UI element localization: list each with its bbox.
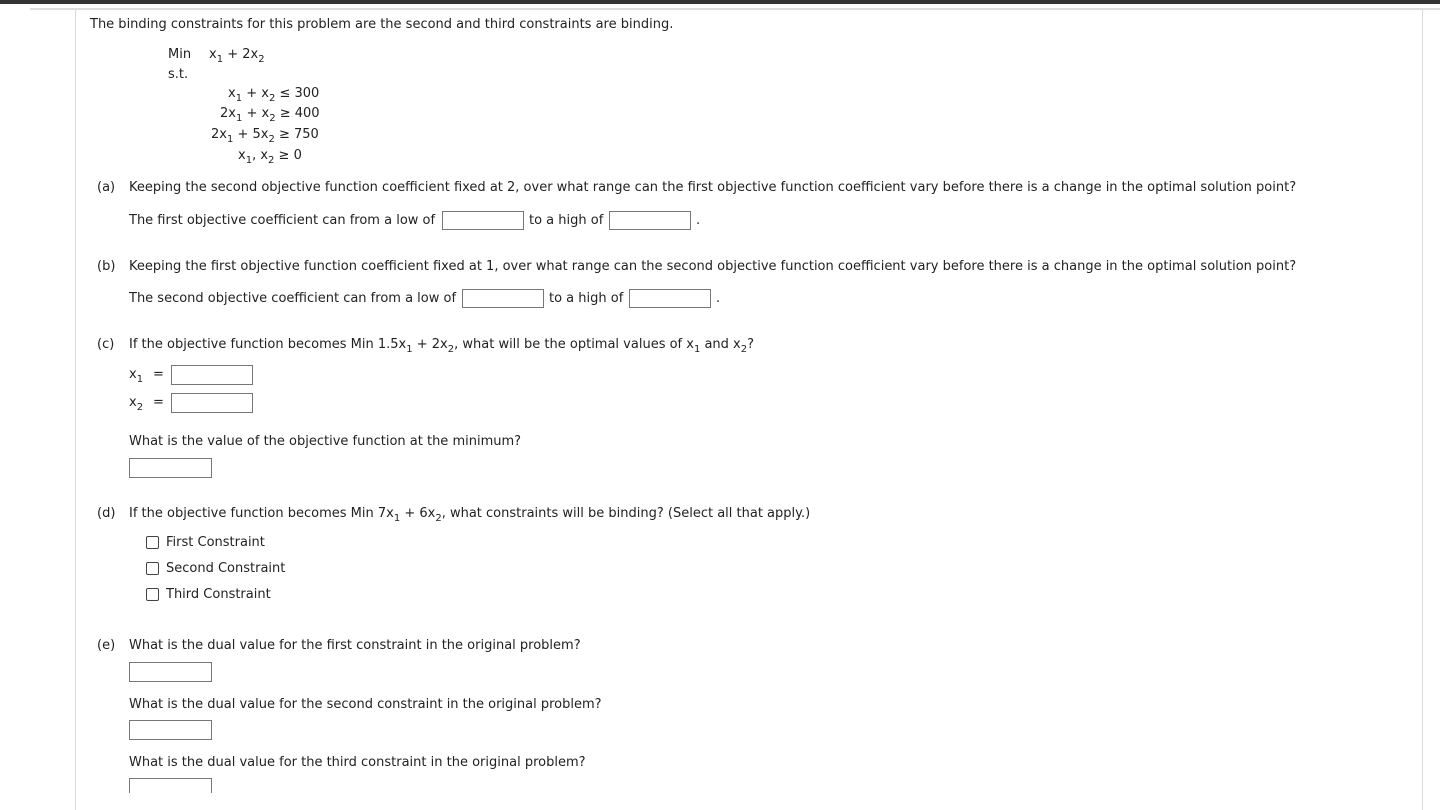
dual-value-1-input[interactable]: [129, 662, 212, 682]
x2-equals: =: [153, 395, 164, 410]
objective-value-question: What is the value of the objective function at the minimum?: [129, 434, 522, 449]
x1-input[interactable]: [171, 365, 253, 385]
part-d-label: (d): [97, 506, 116, 521]
part-b-answer-end: .: [716, 291, 721, 306]
min-label: Min: [168, 47, 192, 62]
objective-function: $x_1 + 2x_2$: [209, 47, 265, 65]
dual-value-2-input[interactable]: [129, 720, 212, 740]
part-a-answer-mid: to a high of: [529, 213, 604, 228]
second-constraint-label[interactable]: Second Constraint: [166, 561, 286, 576]
x1-label: $x_1$: [129, 367, 144, 385]
part-b-high-input[interactable]: [629, 289, 711, 308]
objective-value-input[interactable]: [129, 458, 212, 478]
part-a-question: Keeping the second objective function coefficient fixed at 2, over what range can the first objective function coefficient vary before there is a change in the optimal solution point?: [129, 180, 1297, 195]
part-a-answer-prefix: The first objective coefficient can from a low of: [129, 213, 436, 228]
st-label: s.t.: [168, 67, 189, 82]
nonnegativity-constraint: $x_1$, $x_2 \ge 0$: [238, 148, 302, 166]
dual-value-3-input[interactable]: [129, 778, 212, 793]
constraint-3: $2x_1 + 5x_2 \ge 750$: [211, 127, 319, 145]
part-c-label: (c): [97, 337, 115, 352]
part-a-low-input[interactable]: [442, 211, 524, 230]
third-constraint-label[interactable]: Third Constraint: [166, 587, 271, 602]
x2-input[interactable]: [171, 393, 253, 413]
part-e-label: (e): [97, 638, 116, 653]
part-d-question: If the objective function becomes Min $7x_1 + 6x_2$, what constraints will be binding? (Select all that apply.): [129, 506, 811, 524]
second-constraint-checkbox[interactable]: [146, 562, 159, 575]
part-c-question: If the objective function becomes Min $1.5x_1 + 2x_2$, what will be the optimal values of $x_1$ and $x_2$?: [129, 337, 755, 355]
third-constraint-checkbox[interactable]: [146, 588, 159, 601]
first-constraint-label[interactable]: First Constraint: [166, 535, 265, 550]
dual-value-1-question: What is the dual value for the first constraint in the original problem?: [129, 638, 581, 653]
constraint-2: $2x_1 + x_2 \ge 400$: [220, 106, 320, 124]
x2-label: $x_2$: [129, 395, 144, 413]
part-a-high-input[interactable]: [609, 211, 691, 230]
part-b-question: Keeping the first objective function coefficient fixed at 1, over what range can the second objective function coefficient vary before there is a change in the optimal solution point?: [129, 259, 1297, 274]
first-constraint-checkbox[interactable]: [146, 536, 159, 549]
x1-equals: =: [153, 367, 164, 382]
part-b-answer-mid: to a high of: [549, 291, 624, 306]
part-b-low-input[interactable]: [462, 289, 544, 308]
part-b-label: (b): [97, 259, 116, 274]
top-bar: [0, 0, 1440, 4]
part-a-label: (a): [97, 180, 116, 195]
dual-value-2-question: What is the dual value for the second constraint in the original problem?: [129, 697, 602, 712]
part-a-answer-end: .: [696, 213, 701, 228]
part-b-answer-prefix: The second objective coefficient can from a low of: [129, 291, 457, 306]
constraint-1: $x_1 + x_2 \le 300$: [228, 86, 320, 104]
dual-value-3-question: What is the dual value for the third constraint in the original problem?: [129, 755, 586, 770]
intro-text: The binding constraints for this problem are the second and third constraints are binding.: [90, 17, 674, 32]
